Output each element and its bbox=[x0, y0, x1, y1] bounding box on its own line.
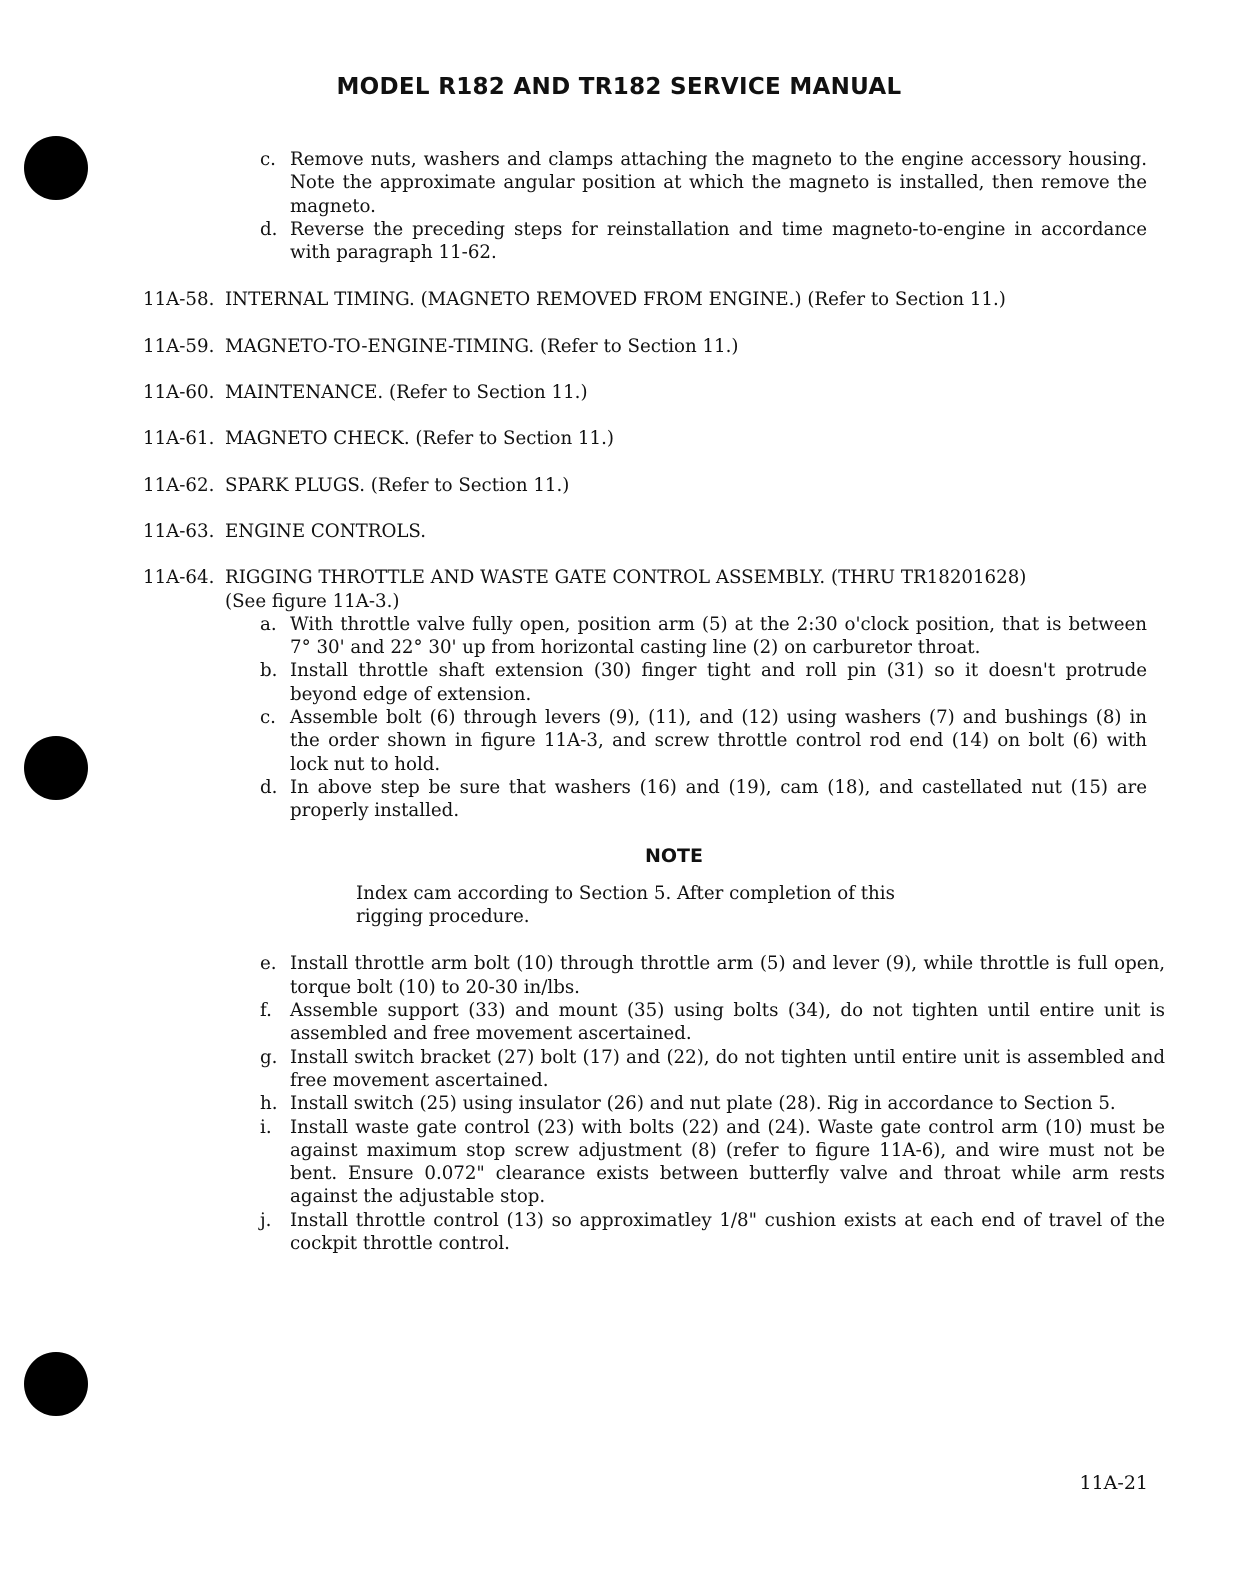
step-text: Assemble support (33) and mount (35) using bolts (34), do not tighten until entire unit is assembled and free movement ascertained. bbox=[290, 1000, 1165, 1045]
step-text: Reverse the preceding steps for reinstallation and time magneto-to-engine in accordance with paragraph 11-62. bbox=[290, 218, 1147, 264]
list-item bbox=[260, 952, 1165, 999]
rigging-title: RIGGING THROTTLE AND WASTE GATE CONTROL ASSEMBLY. (THRU TR18201628) bbox=[225, 567, 1027, 589]
step-letter: d. bbox=[260, 776, 278, 798]
paragraph-number: 11A-62. bbox=[143, 474, 215, 496]
step-letter: c. bbox=[260, 149, 276, 170]
rigging-steps-continued bbox=[260, 952, 1165, 1255]
paragraph-11a-64 bbox=[143, 566, 1165, 613]
rigging-steps bbox=[260, 613, 1147, 823]
punch-hole-bottom bbox=[24, 1352, 88, 1416]
step-letter: c. bbox=[260, 707, 276, 729]
paragraph-number: 11A-59. bbox=[143, 335, 215, 357]
paragraph-heading bbox=[225, 566, 1165, 613]
paragraph-number: 11A-58. bbox=[143, 289, 215, 311]
punch-hole-top bbox=[24, 136, 88, 200]
paragraph-number: 11A-60. bbox=[143, 382, 215, 404]
paragraph-heading: MAGNETO-TO-ENGINE-TIMING. (Refer to Section 11.) bbox=[225, 335, 739, 357]
paragraph-11a-59 bbox=[143, 335, 1165, 358]
paragraph-heading: SPARK PLUGS. (Refer to Section 11.) bbox=[225, 474, 570, 496]
step-text: Assemble bolt (6) through levers (9), (11), and (12) using washers (7) and bushings (8) in the order shown in figure 11A-3, and screw throttle control rod end (14) on bolt (6) with lock nut to hold. bbox=[290, 707, 1147, 775]
list-item bbox=[260, 659, 1147, 706]
paragraph-11a-58 bbox=[143, 288, 1165, 311]
page-title: MODEL R182 AND TR182 SERVICE MANUAL bbox=[336, 74, 902, 100]
paragraph-number: 11A-64. bbox=[143, 567, 215, 589]
step-letter: b. bbox=[260, 660, 278, 682]
paragraph-heading: ENGINE CONTROLS. bbox=[225, 520, 427, 542]
list-item bbox=[260, 1209, 1165, 1256]
step-text: Install throttle control (13) so approximatley 1/8" cushion exists at each end of travel of the cockpit throttle control. bbox=[290, 1209, 1165, 1254]
note-title: NOTE bbox=[645, 844, 703, 867]
manual-body bbox=[143, 148, 1165, 1255]
step-text: In above step be sure that washers (16) and (19), cam (18), and castellated nut (15) are properly installed. bbox=[290, 776, 1147, 822]
step-letter: d. bbox=[260, 218, 278, 240]
step-text: With throttle valve fully open, position arm (5) at the 2:30 o'clock position, that is between 7° 30' and 22° 30' up from horizontal casting line (2) on carburetor throat. bbox=[290, 613, 1147, 659]
list-item bbox=[260, 1092, 1165, 1115]
list-item bbox=[260, 218, 1147, 265]
note-text: Index cam according to Section 5. After completion of this rigging procedure. bbox=[356, 882, 895, 928]
paragraph-11a-62 bbox=[143, 474, 1165, 497]
list-item bbox=[260, 776, 1147, 823]
page-number: 11A-21 bbox=[1079, 1472, 1148, 1494]
step-letter: f. bbox=[260, 1000, 272, 1022]
list-item bbox=[260, 999, 1165, 1046]
paragraph-heading: INTERNAL TIMING. (MAGNETO REMOVED FROM ENGINE.) (Refer to Section 11.) bbox=[225, 289, 1006, 311]
step-text: Install switch (25) using insulator (26) and nut plate (28). Rig in accordance to Section 5. bbox=[290, 1093, 1116, 1115]
paragraph-number: 11A-61. bbox=[143, 428, 215, 450]
step-letter: h. bbox=[260, 1093, 278, 1115]
paragraph-11a-61 bbox=[143, 427, 1165, 450]
list-item bbox=[260, 613, 1147, 660]
step-text: Remove nuts, washers and clamps attaching the magneto to the engine accessory housing. Note the approximate angular position at which the magneto is installed, then remove the magneto. bbox=[290, 149, 1147, 217]
paragraph-heading: MAINTENANCE. (Refer to Section 11.) bbox=[225, 382, 588, 404]
punch-hole-middle bbox=[24, 736, 88, 800]
list-item bbox=[260, 1046, 1165, 1093]
paragraph-11a-63 bbox=[143, 520, 1165, 543]
step-text: Install throttle shaft extension (30) finger tight and roll pin (31) so it doesn't protrude beyond edge of extension. bbox=[290, 660, 1147, 705]
step-text: Install switch bracket (27) bolt (17) and (22), do not tighten until entire unit is assembled and free movement ascertained. bbox=[290, 1046, 1165, 1091]
step-text: Install waste gate control (23) with bolts (22) and (24). Waste gate control arm (10) must be against maximum stop screw adjustment (8) (refer to figure 11A-6), and wire must not be bent. Ensure 0.072" clearance exists between butterfly valve and throat while arm rests against the adjustable stop. bbox=[290, 1116, 1165, 1208]
list-item bbox=[260, 148, 1147, 218]
step-text: Install throttle arm bolt (10) through throttle arm (5) and lever (9), while throttle is full open, torque bolt (10) to 20-30 in/lbs. bbox=[290, 953, 1165, 998]
paragraph-heading: MAGNETO CHECK. (Refer to Section 11.) bbox=[225, 428, 614, 450]
step-letter: g. bbox=[260, 1046, 278, 1068]
list-item bbox=[260, 706, 1147, 776]
step-letter: i. bbox=[260, 1116, 272, 1138]
step-letter: e. bbox=[260, 953, 277, 975]
paragraph-11a-60 bbox=[143, 381, 1165, 404]
paragraph-number: 11A-63. bbox=[143, 520, 215, 542]
step-letter: j. bbox=[260, 1209, 272, 1231]
list-item bbox=[260, 1116, 1165, 1209]
steps-top bbox=[260, 148, 1147, 264]
rigging-subtitle: (See figure 11A-3.) bbox=[225, 590, 400, 612]
step-letter: a. bbox=[260, 613, 277, 635]
